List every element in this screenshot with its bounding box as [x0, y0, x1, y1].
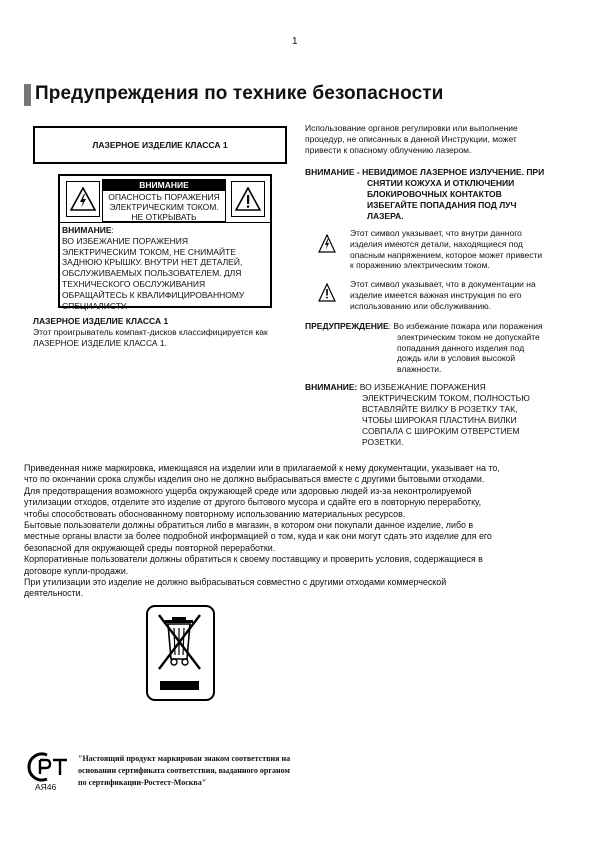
- body-line: местные органы власти за более подробной информацией о том, куда и как они могут сдать это изделие для его: [24, 531, 492, 542]
- crossed-bin-icon: [148, 607, 213, 699]
- caution-line: НЕ ОТКРЫВАТЬ: [131, 212, 197, 222]
- warning-text-block: [58, 222, 272, 311]
- plug-warning-line: РОЗЕТКИ.: [362, 437, 404, 447]
- fire-warning-line: дождь или в условия высокой: [397, 353, 516, 364]
- caution-sign-head: ВНИМАНИЕ: [103, 180, 225, 191]
- notice-line: привести к опасному облучению лазером.: [305, 145, 472, 155]
- warning-line: ТЕХНИЧЕСКОГО ОБСЛУЖИВАНИЯ: [62, 278, 206, 289]
- symbol-line: Этот символ указывает, что в документации на: [350, 279, 536, 289]
- laser-warning-line: ИЗБЕГАЙТЕ ПОПАДАНИЯ ПОД ЛУЧ: [367, 200, 517, 210]
- warning-line: ОБСЛУЖИВАЕМЫХ ПОЛЬЗОВАТЕЛЕМ. ДЛЯ: [62, 268, 242, 279]
- body-line: договоре купли-продажи.: [24, 565, 129, 576]
- plug-warning-line: ЧТОБЫ ШИРОКАЯ ПЛАСТИНА ВИЛКИ: [362, 415, 517, 425]
- laser-class-title: ЛАЗЕРНОЕ ИЗДЕЛИЕ КЛАССА 1: [33, 316, 169, 326]
- body-line: Корпоративные пользователи должны обратиться к своему поставщику и проверить условия, содержащиеся в: [24, 554, 483, 565]
- plug-warning-line: ВСТАВЛЯЙТЕ ВИЛКУ В РОЗЕТКУ ТАК,: [362, 404, 518, 414]
- warning-heading: ВНИМАНИЕ: [62, 225, 112, 235]
- laser-warning-lead: ВНИМАНИЕ - НЕВИДИМОЕ ЛАЗЕРНОЕ ИЗЛУЧЕНИЕ. ПРИ: [305, 167, 545, 177]
- symbol-line: к поражению электрическим током.: [350, 260, 490, 271]
- body-line: деятельности.: [24, 588, 84, 599]
- laser-warning-line: СНЯТИИ КОЖУХА И ОТКЛЮЧЕНИИ: [367, 178, 515, 188]
- fire-warning-line: влажности.: [397, 364, 442, 375]
- cert-line: по сертификации-Ростест-Москва": [78, 778, 207, 787]
- instruction-symbol-explanation: [350, 279, 565, 311]
- laser-class-label: ЛАЗЕРНОЕ ИЗДЕЛИЕ КЛАССА 1: [92, 140, 228, 150]
- weee-symbol-frame: [146, 605, 215, 701]
- plug-warning-label: ВНИМАНИЕ:: [305, 382, 358, 392]
- certification-code: АЯ46: [35, 782, 57, 792]
- fire-warning-label: ПРЕДУПРЕЖДЕНИЕ: [305, 321, 389, 331]
- plug-warning-line: СОВПАЛА С ШИРОКИМ ОТВЕРСТИЕМ: [362, 426, 520, 436]
- notice-line: процедур, не описанных в данной Инструкции, может: [305, 134, 517, 144]
- caution-line: ОПАСНОСТЬ ПОРАЖЕНИЯ: [108, 192, 220, 202]
- fire-warning-first: : Во избежание пожара или поражения: [388, 321, 543, 331]
- plug-warning: [305, 382, 565, 448]
- body-line: При утилизации это изделие не должно выбрасываться совместно с другими отходами коммерческой: [24, 577, 447, 588]
- cert-line: основании сертификата соответствия, выданного органом: [78, 766, 290, 775]
- body-line: Бытовые пользователи должны обратиться либо в магазин, в котором они покупали данное изделие, либо в: [24, 520, 474, 531]
- page-number: 1: [292, 36, 298, 47]
- exclamation-triangle-icon: [318, 283, 336, 303]
- title-accent-bar: [24, 84, 31, 106]
- exclamation-warning-box: [231, 181, 265, 217]
- symbol-line: изделие имеется важная инструкция по его: [350, 289, 522, 300]
- shock-warning-box: [66, 181, 100, 217]
- lightning-triangle-icon: [318, 234, 336, 254]
- page-title: Предупреждения по технике безопасности: [35, 83, 444, 104]
- warning-line: ВО ИЗБЕЖАНИЕ ПОРАЖЕНИЯ: [62, 235, 189, 246]
- disposal-paragraph: [24, 463, 569, 600]
- caution-sign: [102, 179, 226, 222]
- cert-line: "Настоящий продукт маркирован знаком соответствия на: [78, 754, 291, 763]
- body-line: что по окончании срока службы изделия оно не должно выбрасываться вместе с другими бытовыми отходами.: [24, 474, 485, 485]
- plug-warning-first: ВО ИЗБЕЖАНИЕ ПОРАЖЕНИЯ: [357, 382, 486, 392]
- body-line: утилизации отходов, отделите это изделие от другого бытового мусора и сдайте его в повторную переработку,: [24, 497, 482, 508]
- caution-line: ЭЛЕКТРИЧЕСКИМ ТОКОМ.: [109, 202, 219, 212]
- body-line: Приведенная ниже маркировка, имеющаяся на изделии или в прилагаемой к нему документации, указывает на то,: [24, 463, 500, 473]
- fire-warning: [305, 321, 565, 375]
- invisible-laser-warning: [305, 167, 567, 222]
- certification-statement: [78, 753, 333, 789]
- symbol-line: изделия имеются детали, находящиеся под: [350, 238, 523, 249]
- symbol-line: опасным напряжением, которое может привести: [350, 249, 543, 260]
- description-line: ЛАЗЕРНОЕ ИЗДЕЛИЕ КЛАССА 1.: [33, 338, 168, 348]
- symbol-line: Этот символ указывает, что внутри данного: [350, 228, 522, 238]
- warning-line: СПЕЦИАЛИСТУ.: [62, 300, 128, 311]
- notice-line: Использование органов регулировки или выполнение: [305, 123, 518, 133]
- body-line: безопасной для окружающей среды повторной переработки.: [24, 542, 276, 553]
- description-line: Этот проигрыватель компакт-дисков классифицируется как: [33, 327, 268, 337]
- shock-symbol-explanation: [350, 228, 565, 271]
- fire-warning-line: попадания данного изделия под: [397, 342, 525, 353]
- lightning-triangle-icon: [70, 187, 96, 211]
- body-line: чтобы способствовать обоснованному повторному использованию материальных ресурсов.: [24, 508, 406, 519]
- warning-colon: :: [111, 225, 114, 235]
- body-line: Для предотвращения возможного ущерба окружающей среде или здоровью людей из-за неконтролируемой: [24, 485, 472, 496]
- symbol-line: использованию или обслуживанию.: [350, 300, 492, 311]
- exclamation-triangle-icon: [235, 187, 261, 211]
- laser-warning-line: БЛОКИРОВОЧНЫХ КОНТАКТОВ: [367, 189, 502, 199]
- warning-line: ЭЛЕКТРИЧЕСКИМ ТОКОМ, НЕ СНИМАЙТЕ: [62, 246, 236, 257]
- warning-line: ОБРАЩАЙТЕСЬ К КВАЛИФИЦИРОВАННОМУ: [62, 289, 245, 300]
- laser-class-box: [33, 126, 287, 164]
- caution-sign-text: [103, 191, 225, 222]
- fire-warning-line: электрическим током не допускайте: [397, 331, 540, 342]
- laser-class-description: [33, 327, 293, 349]
- warning-line: ЗАДНЮЮ КРЫШКУ. ВНУТРИ НЕТ ДЕТАЛЕЙ,: [62, 257, 243, 268]
- plug-warning-line: ЭЛЕКТРИЧЕСКИМ ТОКОМ, ПОЛНОСТЬЮ: [362, 393, 530, 403]
- controls-notice: [305, 123, 560, 156]
- pct-certification-logo: [27, 751, 73, 783]
- laser-warning-line: ЛАЗЕРА.: [367, 211, 404, 221]
